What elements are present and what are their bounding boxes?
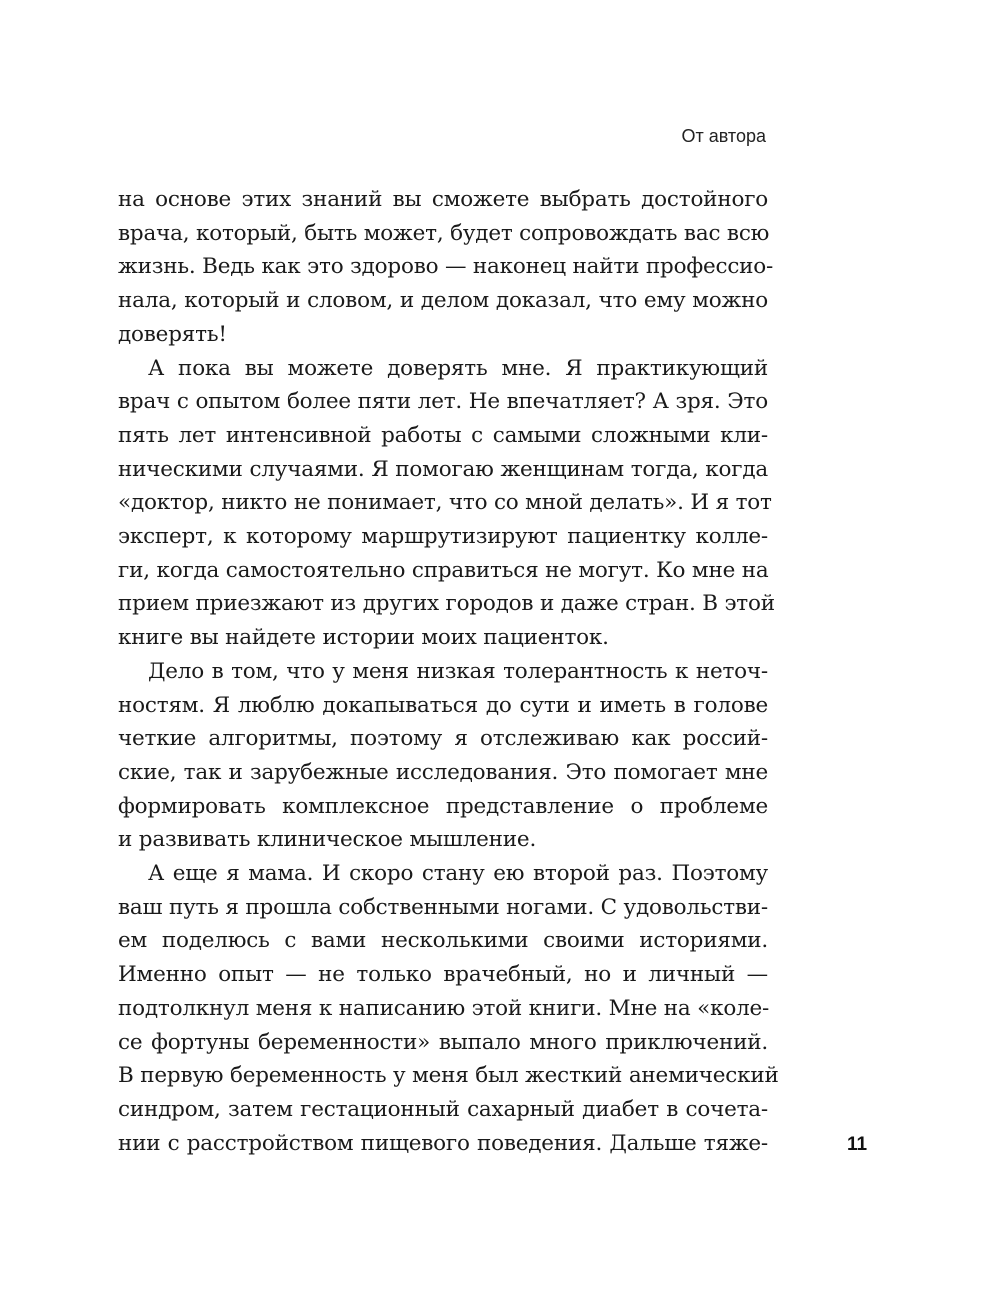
text-line: Дело в том, что у меня низкая толерантность к неточ-	[148, 658, 768, 684]
text-line: ги, когда самостоятельно справиться не могут. Ко мне на	[118, 557, 769, 583]
text-line: А пока вы можете доверять мне. Я практикующий	[148, 355, 768, 381]
text-line: жизнь. Ведь как это здорово — наконец найти профессио-	[118, 254, 774, 280]
text-line: врача, который, быть может, будет сопровождать вас всю	[118, 220, 770, 246]
text-line: пять лет интенсивной работы с самыми сложными кли-	[118, 422, 768, 448]
text-line: синдром, затем гестационный сахарный диабет в сочета-	[118, 1096, 768, 1122]
text-line: формировать комплексное представление о проблеме	[118, 793, 768, 819]
text-line: «доктор, никто не понимает, что со мной делать». И я тот	[118, 490, 772, 516]
text-line: ские, так и зарубежные исследования. Это помогает мне	[118, 759, 768, 785]
text-line: книге вы найдете истории моих пациенток.	[118, 625, 609, 651]
running-head: От автора	[681, 126, 766, 146]
text-line: В первую беременность у меня был жесткий анемический	[118, 1063, 779, 1089]
text-line: подтолкнул меня к написанию этой книги. Мне на «коле-	[118, 995, 770, 1021]
text-line: Именно опыт — не только врачебный, но и личный —	[118, 962, 768, 988]
text-line: нии с расстройством пищевого поведения. Дальше тяже-	[118, 1130, 768, 1156]
text-line: прием приезжают из других городов и даже стран. В этой	[118, 591, 775, 617]
page-body	[118, 183, 779, 1160]
text-line: доверять!	[118, 321, 227, 347]
text-line: А еще я мама. И скоро стану ею второй раз. Поэтому	[148, 861, 768, 887]
text-line: на основе этих знаний вы сможете выбрать достойного	[118, 187, 768, 212]
text-line: врач с опытом более пяти лет. Не впечатляет? А зря. Это	[118, 389, 768, 415]
text-line: эксперт, к которому маршрутизируют пациентку колле-	[118, 524, 768, 550]
text-line: и развивать клиническое мышление.	[118, 827, 537, 853]
text-line: ваш путь я прошла собственными ногами. С удовольстви-	[118, 894, 768, 920]
text-line: нала, который и словом, и делом доказал, что ему можно	[118, 288, 768, 314]
page-number: 11	[847, 1134, 868, 1155]
text-line: четкие алгоритмы, поэтому я отслеживаю как россий-	[118, 726, 768, 752]
text-line: ем поделюсь с вами несколькими своими историями.	[118, 928, 768, 954]
text-line: ностям. Я люблю докапываться до сути и иметь в голове	[118, 692, 768, 718]
text-line: се фортуны беременности» выпало много приключений.	[118, 1029, 768, 1055]
text-line: ническими случаями. Я помогаю женщинам тогда, когда	[118, 456, 768, 482]
